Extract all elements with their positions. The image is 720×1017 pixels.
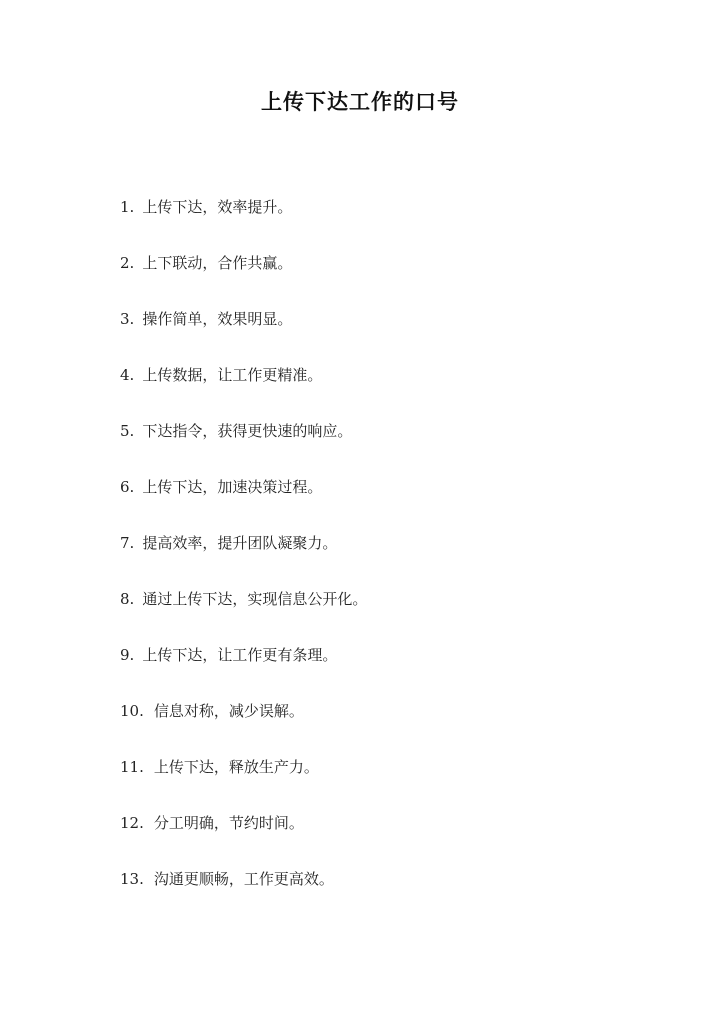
item-text: 上传下达，释放生产力。 [153, 758, 319, 776]
item-text: 信息对称，减少误解。 [153, 702, 304, 720]
item-text: 下达指令，获得更快速的响应。 [142, 422, 353, 440]
item-number: 3. [120, 310, 135, 328]
item-text: 上传下达，加速决策过程。 [142, 478, 323, 496]
item-text: 上传下达，效率提升。 [142, 198, 293, 216]
list-item [120, 308, 367, 364]
list-item [120, 868, 367, 924]
item-text: 上传下达，让工作更有条理。 [142, 646, 338, 664]
list-item [120, 588, 367, 644]
item-text: 提高效率，提升团队凝聚力。 [142, 534, 338, 552]
item-number: 8. [120, 590, 135, 608]
list-item [120, 644, 367, 700]
item-number: 12. [120, 814, 144, 832]
list-item [120, 812, 367, 868]
list-item [120, 532, 367, 588]
list-item [120, 476, 367, 532]
list-item [120, 364, 367, 420]
item-number: 11. [120, 758, 144, 776]
list-item [120, 700, 367, 756]
list-item [120, 196, 367, 252]
item-text: 操作简单，效果明显。 [142, 310, 293, 328]
item-number: 1. [120, 198, 135, 216]
list-item [120, 756, 367, 812]
item-text: 上下联动，合作共赢。 [142, 254, 293, 272]
list-item [120, 420, 367, 476]
item-text: 分工明确，节约时间。 [153, 814, 304, 832]
item-text: 沟通更顺畅，工作更高效。 [153, 870, 334, 888]
slogan-list [120, 196, 367, 924]
item-number: 13. [120, 870, 144, 888]
document-title: 上传下达工作的口号 [261, 89, 459, 114]
item-number: 9. [120, 646, 135, 664]
item-number: 7. [120, 534, 135, 552]
item-text: 通过上传下达，实现信息公开化。 [142, 590, 368, 608]
item-number: 2. [120, 254, 135, 272]
item-number: 4. [120, 366, 135, 384]
item-number: 10. [120, 702, 144, 720]
list-item [120, 252, 367, 308]
item-text: 上传数据，让工作更精准。 [142, 366, 323, 384]
item-number: 5. [120, 422, 135, 440]
item-number: 6. [120, 478, 135, 496]
